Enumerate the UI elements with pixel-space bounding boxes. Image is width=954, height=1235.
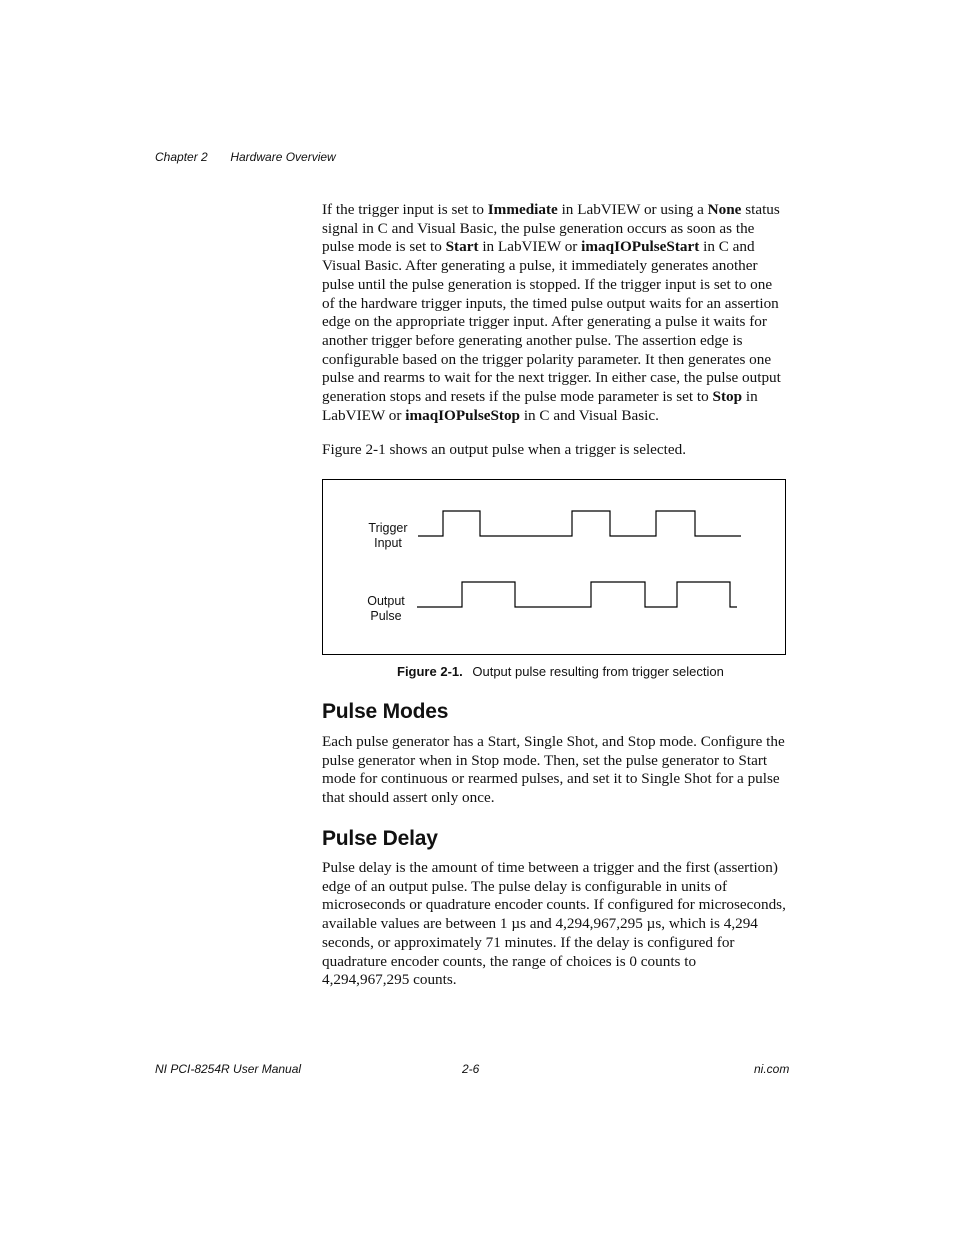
figure-caption-text: Output pulse resulting from trigger selection <box>472 664 724 679</box>
running-header <box>155 150 336 164</box>
trigger-input-waveform <box>418 511 741 536</box>
timing-diagram <box>323 480 785 654</box>
footer-page-number: 2-6 <box>462 1062 480 1076</box>
figure-number: Figure 2-1. <box>397 664 463 679</box>
trigger-description-paragraph <box>322 201 786 425</box>
term-imaqiopulsestop: imaqIOPulseStop <box>405 406 521 424</box>
term-immediate: Immediate <box>487 201 558 218</box>
footer-manual-title: NI PCI-8254R User Manual <box>155 1062 302 1076</box>
text-run: in LabVIEW or <box>478 238 582 256</box>
label-line: Input <box>374 535 402 550</box>
chapter-label: Chapter 2 <box>155 150 208 164</box>
text-run: status signal in C and Visual Basic, the pulse generation occurs as soon as the pulse mode is set to <box>322 201 780 256</box>
pulse-modes-paragraph: Each pulse generator has a Start, Single Shot, and Stop mode. Configure the pulse generator when in Stop mode. Then, set the pulse generator to Start mode for continuous or rearmed pulses, and set it to Single Shot for a pulse that should assert only once. <box>322 733 785 807</box>
section-label: Hardware Overview <box>230 150 336 164</box>
output-pulse-label <box>351 594 421 623</box>
text-run: If the trigger input is set to <box>322 201 488 218</box>
pulse-timing-figure <box>322 479 786 655</box>
term-none: None <box>707 201 742 218</box>
label-line: Pulse <box>370 608 402 623</box>
text-run: in C and Visual Basic. After generating a pulse, it immediately generates another pulse until the pulse generation is stopped. If the trigger input is set to one of the hardware trigger inputs, the timed pulse output waits for an assertion edge on the appropriate trigger input. After generating a pulse it waits for another trigger before generating another pulse. The assertion edge is configurable based on the trigger polarity parameter. It then generates one pulse and rearms to wait for the next trigger. In either case, the pulse output generation stops and resets if the pulse mode parameter is set to <box>322 238 781 406</box>
term-imaqiopulsestart: imaqIOPulseStart <box>581 238 700 256</box>
label-line: Output <box>367 594 405 608</box>
term-stop: Stop <box>712 388 743 406</box>
figure-reference-paragraph: Figure 2-1 shows an output pulse when a trigger is selected. <box>322 441 687 458</box>
text-run: in LabVIEW or using a <box>557 201 708 218</box>
label-line: Trigger <box>368 521 408 535</box>
footer-website: ni.com <box>754 1062 790 1076</box>
output-pulse-waveform <box>417 582 737 607</box>
pulse-delay-paragraph: Pulse delay is the amount of time between a trigger and the first (assertion) edge of an output pulse. The pulse delay is configurable in units of microseconds or quadrature encoder counts. If configured for microseconds, available values are between 1 µs and 4,294,967,295 µs, which is 4,294 seconds, or approximately 71 minutes. If the delay is configured for quadrature encoder counts, the range of choices is 0 counts to 4,294,967,295 counts. <box>322 859 786 989</box>
text-run: in LabVIEW or <box>322 388 758 424</box>
trigger-input-label <box>353 521 423 550</box>
pulse-modes-heading: Pulse Modes <box>322 700 449 723</box>
pulse-delay-heading: Pulse Delay <box>322 827 438 850</box>
figure-caption <box>397 664 724 679</box>
term-start: Start <box>445 238 479 256</box>
text-run: in C and Visual Basic. <box>520 406 659 424</box>
